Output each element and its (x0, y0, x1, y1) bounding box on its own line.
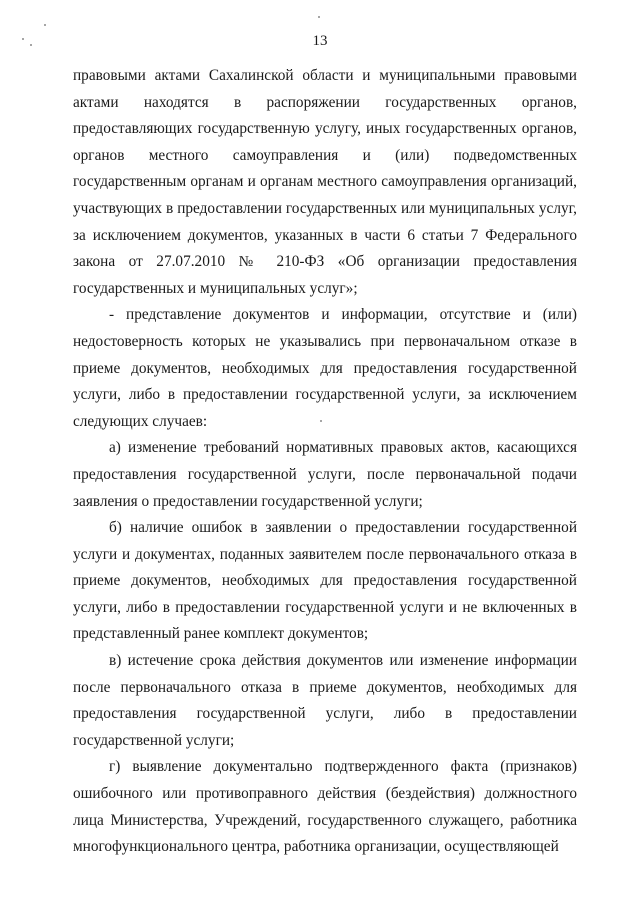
scan-speck (44, 24, 46, 26)
scan-speck (318, 16, 320, 18)
paragraph-continuation: правовыми актами Сахалинской области и муниципальными правовыми актами находятся в распоряжении государственных органов, предоставляющих государственную услугу, иных государственных органов, органов местного самоуправления и (или) подведомственных государственным органам и органам местного самоуправления организаций, участвующих в предоставлении государственных или муниципальных услуг, за исключением документов, указанных в части 6 статьи 7 Федерального закона от 27.07.2010 № 210-ФЗ «Об организации предоставления государственных и муниципальных услуг»; (73, 67, 577, 297)
paragraph-item-v: в) истечение срока действия документов или изменение информации после первоначального отказа в приеме документов, необходимых для предоставления государственной услуги, либо в предоставлении государственной услуги; (73, 652, 577, 749)
scan-speck (30, 44, 32, 46)
paragraph-bullet: - представление документов и информации, отсутствие и (или) недостоверность которых не указывались при первоначальном отказе в приеме документов, необходимых для предоставления государственной услуги, либо в предоставлении государственной услуги, за исключением следующих случаев: (73, 306, 577, 430)
scan-speck (22, 38, 24, 40)
page-number: 13 (312, 33, 328, 49)
paragraph-item-a: а) изменение требований нормативных правовых актов, касающихся предоставления государственной услуги, после первоначальной подачи заявления о предоставлении государственной услуги; (73, 439, 577, 510)
paragraph-item-g: г) выявление документально подтвержденного факта (признаков) ошибочного или противоправного действия (бездействия) должностного лица Министерства, Учреждений, государственного служащего, работника многофункционального центра, работника организации, осуществляющей (73, 758, 577, 856)
paragraph-item-b: б) наличие ошибок в заявлении о предоставлении государственной услуги и документах, поданных заявителем после первоначального отказа в приеме документов, необходимых для предоставления государственной услуги, либо в предоставлении государственной услуги и не включенных в представленный ранее комплект документов; (73, 519, 577, 643)
document-body (73, 63, 577, 861)
